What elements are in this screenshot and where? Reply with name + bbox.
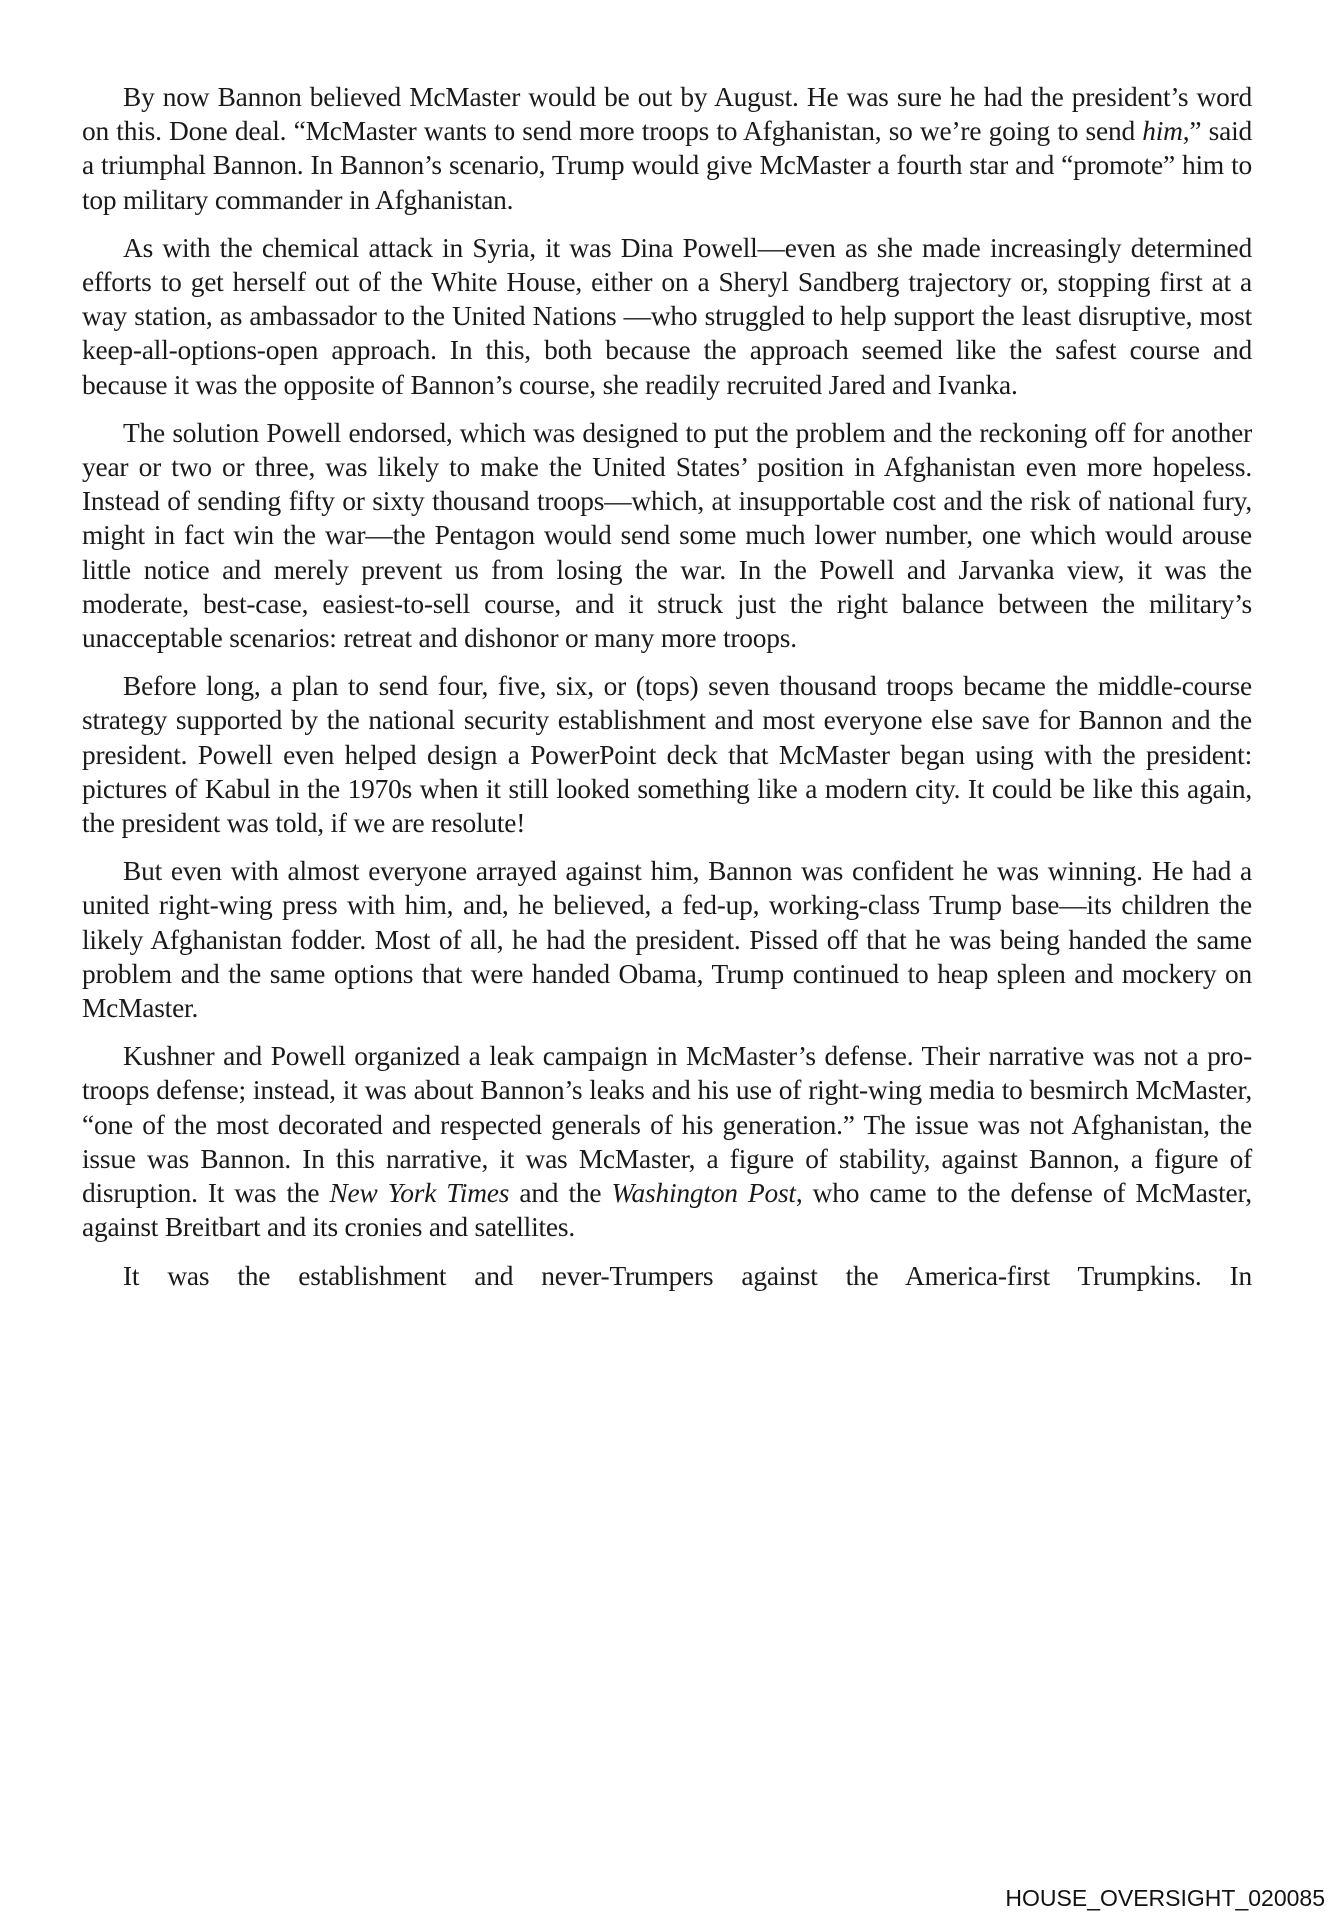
document-body (82, 80, 1252, 1293)
paragraph-1-text-a: By now Bannon believed McMaster would be out by August. He was sure he had the president’s word on this. Done deal. “McMaster wants to send more troops to Afghanistan, so we’re going to send (82, 82, 1252, 147)
paragraph-6-italic-wapo: Washington Post (611, 1178, 796, 1209)
paragraph-2 (82, 231, 1252, 402)
paragraph-6-text-a: Kushner and Powell organized a leak campaign in McMaster’s defense. Their narrative was not a pro-troops defense; instead, it was about Bannon’s leaks and his use of right-wing media to besmirch McMaster, “one of the most decorated and respected generals of his generation.” The issue was not Afghanistan, the issue was Bannon. In this narrative, it was McMaster, a figure of stability, against Bannon, a figure of disruption. It was the (82, 1041, 1252, 1209)
paragraph-6 (82, 1039, 1252, 1244)
document-bates-id: HOUSE_OVERSIGHT_020085 (1005, 1885, 1325, 1911)
paragraph-1-text-b: ,” said a triumphal Bannon. In Bannon’s scenario, Trump would give McMaster a fourth star and “promote” him to top military commander in Afghanistan. (82, 116, 1252, 215)
paragraph-6-text-b: and the (509, 1178, 612, 1209)
paragraph-7 (82, 1259, 1252, 1293)
paragraph-4-text: Before long, a plan to send four, five, six, or (tops) seven thousand troops became the middle-course strategy supported by the national security establishment and most everyone else save for Bannon and the president. Powell even helped design a PowerPoint deck that McMaster began using with the president: pictures of Kabul in the 1970s when it still looked something like a modern city. It could be like this again, the president was told, if we are resolute! (82, 671, 1252, 839)
paragraph-5-text: But even with almost everyone arrayed against him, Bannon was confident he was winning. He had a united right-wing press with him, and, he believed, a fed-up, working-class Trump base—its children the likely Afghanistan fodder. Most of all, he had the president. Pissed off that he was being handed the same problem and the same options that were handed Obama, Trump continued to heap spleen and mockery on McMaster. (82, 856, 1252, 1024)
paragraph-2-text: As with the chemical attack in Syria, it was Dina Powell—even as she made increasingly determined efforts to get herself out of the White House, either on a Sheryl Sandberg trajectory or, stopping first at a way station, as ambassador to the United Nations —who struggled to help support the least disruptive, most keep-all-options-open approach. In this, both because the approach seemed like the safest course and because it was the opposite of Bannon’s course, she readily recruited Jared and Ivanka. (82, 232, 1252, 400)
paragraph-7-text: It was the establishment and never-Trumpers against the America-first Trumpkins. In (123, 1260, 1252, 1291)
paragraph-3-text: The solution Powell endorsed, which was designed to put the problem and the reckoning off for another year or two or three, was likely to make the United States’ position in Afghanistan even more hopeless. Instead of sending fifty or sixty thousand troops—which, at insupportable cost and the risk of national fury, might in fact win the war—the Pentagon would send some much lower number, one which would arouse little notice and merely prevent us from losing the war. In the Powell and Jarvanka view, it was the moderate, best-case, easiest-to-sell course, and it struck just the right balance between the military’s unacceptable scenarios: retreat and dishonor or many more troops. (82, 417, 1252, 654)
paragraph-6-italic-nyt: New York Times (329, 1178, 510, 1209)
paragraph-3 (82, 416, 1252, 655)
paragraph-5 (82, 854, 1252, 1025)
paragraph-6-text-c: , who came to the defense of McMaster, against Breitbart and its cronies and satellites. (82, 1178, 1252, 1243)
paragraph-1 (82, 80, 1252, 217)
paragraph-4 (82, 669, 1252, 840)
paragraph-1-italic-him: him (1142, 116, 1183, 147)
